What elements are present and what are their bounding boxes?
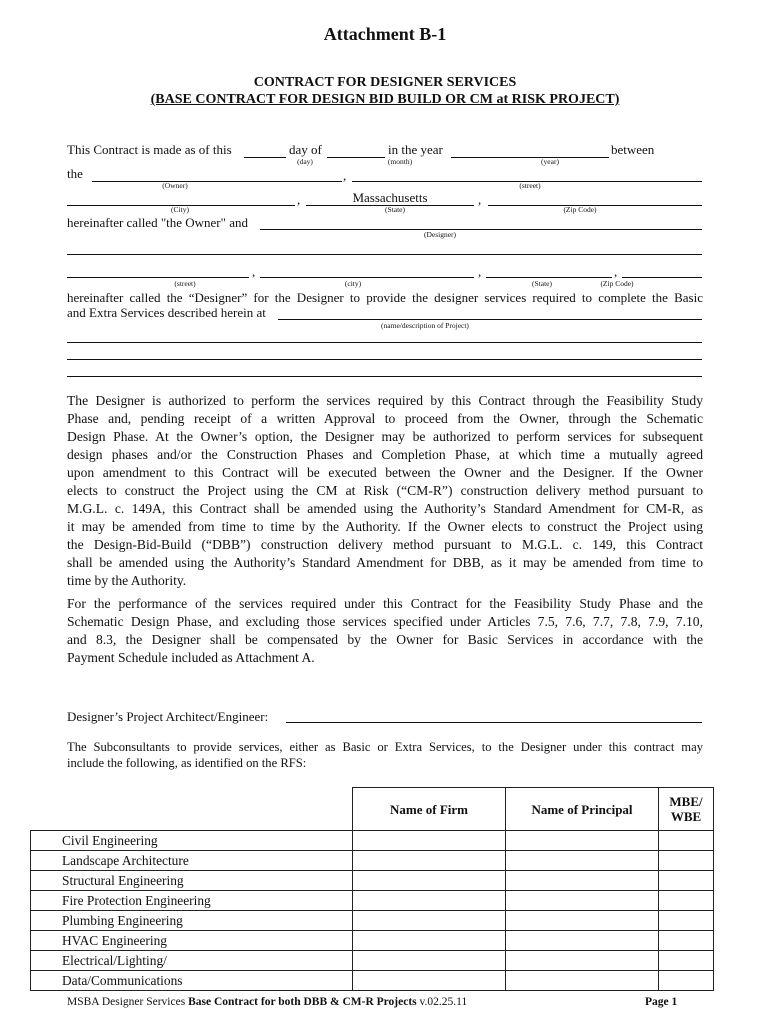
discipline-label: Plumbing Engineering <box>31 911 353 931</box>
paragraph-line: and 8.3, the Designer shall be compensated by the Owner for Basic Services in accordance with the <box>67 632 703 647</box>
architect-label: Designer’s Project Architect/Engineer: <box>67 709 269 724</box>
firm-cell[interactable] <box>353 851 506 871</box>
table-header-row <box>31 788 714 831</box>
principal-cell[interactable] <box>506 931 659 951</box>
comma: , <box>478 264 482 279</box>
zip-caption: (Zip Code) <box>563 205 597 214</box>
owner-called-label: hereinafter called "the Owner" and <box>67 215 248 230</box>
between-label: between <box>611 142 655 157</box>
designer-state-field[interactable] <box>486 277 612 278</box>
header-wbe: WBE <box>670 809 702 824</box>
day-caption: (day) <box>297 157 313 166</box>
subconsultants-text: The Subconsultants to provide services, either as Basic or Extra Services, to the Designer under this contract may <box>67 740 703 754</box>
firm-cell[interactable] <box>353 831 506 851</box>
mbe-wbe-cell[interactable] <box>659 951 714 971</box>
project-field[interactable] <box>278 319 702 320</box>
subconsultants-table <box>30 787 714 991</box>
table-row <box>31 891 714 911</box>
state-caption-2: (State) <box>532 279 552 288</box>
discipline-label: HVAC Engineering <box>31 931 353 951</box>
mbe-wbe-cell[interactable] <box>659 911 714 931</box>
contract-title: CONTRACT FOR DESIGNER SERVICES <box>253 75 517 90</box>
mbe-wbe-cell[interactable] <box>659 851 714 871</box>
table-row <box>31 951 714 971</box>
paragraph-line: the Design-Bid-Build (“DBB”) construction delivery method pursuant to M.G.L. c. 149, this Contract <box>67 537 703 552</box>
firm-cell[interactable] <box>353 911 506 931</box>
paragraph-line: it may be amended from time to time by the Authority. If the Owner elects to construct the Project using <box>67 519 703 534</box>
paragraph-line: upon amendment to this Contract will be executed between the Owner and the Designer. If the Owner <box>67 465 703 480</box>
table-row <box>31 831 714 851</box>
designer-field[interactable] <box>260 229 702 230</box>
firm-cell[interactable] <box>353 871 506 891</box>
paragraph-line: Phase and, pending receipt of a written Approval to proceed from the Owner, through the Schematic <box>67 411 703 426</box>
footer-text <box>67 996 467 1008</box>
paragraph-line: shall be amended using the Authority’s Standard Amendment for DBB, as it may be amended from time to <box>67 555 703 570</box>
extra-services-text: and Extra Services described herein at <box>67 305 266 320</box>
header-mbe-wbe <box>659 788 714 831</box>
footer-bold: Base Contract for both DBB & CM-R Projects <box>188 996 417 1008</box>
discipline-label: Structural Engineering <box>31 871 353 891</box>
comma: , <box>614 264 618 279</box>
principal-cell[interactable] <box>506 971 659 991</box>
paragraph-line: Design Phase. At the Owner’s option, the Designer may be authorized to perform services for subsequent <box>67 429 703 444</box>
discipline-label: Data/Communications <box>31 971 353 991</box>
month-field[interactable] <box>327 157 385 158</box>
paragraph-line: Payment Schedule included as Attachment A. <box>67 650 315 665</box>
firm-cell[interactable] <box>353 931 506 951</box>
project-field-2[interactable] <box>67 342 702 343</box>
mbe-wbe-cell[interactable] <box>659 831 714 851</box>
principal-cell[interactable] <box>506 891 659 911</box>
comma: , <box>343 168 347 183</box>
zip-caption-2: (Zip Code) <box>600 279 634 288</box>
principal-cell[interactable] <box>506 951 659 971</box>
paragraph-line: For the performance of the services required under this Contract for the Feasibility Study Phase and the <box>67 596 703 611</box>
discipline-label: Fire Protection Engineering <box>31 891 353 911</box>
page-number: Page 1 <box>645 996 678 1008</box>
compensation-paragraph <box>67 595 703 667</box>
mbe-wbe-cell[interactable] <box>659 891 714 911</box>
header-name-of-principal: Name of Principal <box>506 788 659 831</box>
contract-subtitle: (BASE CONTRACT FOR DESIGN BID BUILD OR CM at RISK PROJECT) <box>150 92 620 107</box>
month-caption: (month) <box>387 157 413 166</box>
firm-cell[interactable] <box>353 951 506 971</box>
mbe-wbe-cell[interactable] <box>659 971 714 991</box>
attachment-label: Attachment B-1 <box>323 24 447 44</box>
discipline-label: Civil Engineering <box>31 831 353 851</box>
comma: , <box>297 192 301 207</box>
header-mbe: MBE/ <box>669 794 703 809</box>
year-field[interactable] <box>451 157 609 158</box>
footer-suffix: v.02.25.11 <box>416 996 468 1008</box>
project-field-4[interactable] <box>67 376 702 377</box>
principal-cell[interactable] <box>506 871 659 891</box>
principal-cell[interactable] <box>506 911 659 931</box>
paragraph-line: M.G.L. c. 149A, this Contract shall be amended using the Authority’s Standard Amendment for CM-R, as <box>67 501 703 516</box>
firm-cell[interactable] <box>353 971 506 991</box>
paragraph-line: time by the Authority. <box>67 573 187 588</box>
designer-zip-field[interactable] <box>622 277 702 278</box>
discipline-label: Electrical/Lighting/ <box>31 951 353 971</box>
paragraph-line: Schematic Design Phase, and excluding those services specified under Articles 7.5, 7.6, 7.7, 7.8, 7.9, 7.10, <box>67 614 703 629</box>
header-name-of-firm: Name of Firm <box>353 788 506 831</box>
discipline-label: Landscape Architecture <box>31 851 353 871</box>
city-caption-2: (city) <box>344 279 362 288</box>
mbe-wbe-cell[interactable] <box>659 931 714 951</box>
designer-street-field[interactable] <box>67 277 249 278</box>
project-caption: (name/description of Project) <box>381 321 469 330</box>
architect-field[interactable] <box>286 722 702 723</box>
mbe-wbe-cell[interactable] <box>659 871 714 891</box>
table-row <box>31 851 714 871</box>
state-caption: (State) <box>385 205 405 214</box>
the-label: the <box>67 166 83 181</box>
firm-cell[interactable] <box>353 891 506 911</box>
paragraph-line: elects to construct the Project using the CM at Risk (“CM-R”) construction delivery method pursuant to <box>67 483 703 498</box>
project-field-3[interactable] <box>67 359 702 360</box>
table-row <box>31 911 714 931</box>
table-row <box>31 931 714 951</box>
designer-called-text: hereinafter called the “Designer” for the Designer to provide the designer services required to complete the Basic <box>67 290 703 305</box>
day-of-label: day of <box>289 142 322 157</box>
authorization-paragraph <box>67 392 703 590</box>
paragraph-line: design phases and/or the Construction Phases and Completion Phase, at which time a mutually agreed <box>67 447 703 462</box>
street-caption: (street) <box>519 181 541 190</box>
street-caption-2: (street) <box>174 279 196 288</box>
city-caption: (City) <box>171 205 189 214</box>
state-value: Massachusetts <box>352 190 428 205</box>
designer-city-field[interactable] <box>260 277 474 278</box>
in-the-year-label: in the year <box>388 142 443 157</box>
principal-cell[interactable] <box>506 851 659 871</box>
owner-caption: (Owner) <box>162 181 188 190</box>
comma: , <box>252 264 256 279</box>
designer-field-2[interactable] <box>67 254 702 255</box>
footer-prefix: MSBA Designer Services <box>67 996 189 1008</box>
subconsultants-text-2: include the following, as identified on the RFS: <box>67 756 307 770</box>
table-row <box>31 871 714 891</box>
comma: , <box>478 192 482 207</box>
table-row <box>31 971 714 991</box>
designer-caption: (Designer) <box>423 230 457 239</box>
made-as-of-label: This Contract is made as of this <box>67 142 232 157</box>
day-field[interactable] <box>244 157 286 158</box>
owner-field[interactable] <box>92 181 342 182</box>
paragraph-line: The Designer is authorized to perform the services required by this Contract through the Feasibility Study <box>67 393 703 408</box>
year-caption: (year) <box>541 157 559 166</box>
principal-cell[interactable] <box>506 831 659 851</box>
header-blank <box>31 788 353 831</box>
